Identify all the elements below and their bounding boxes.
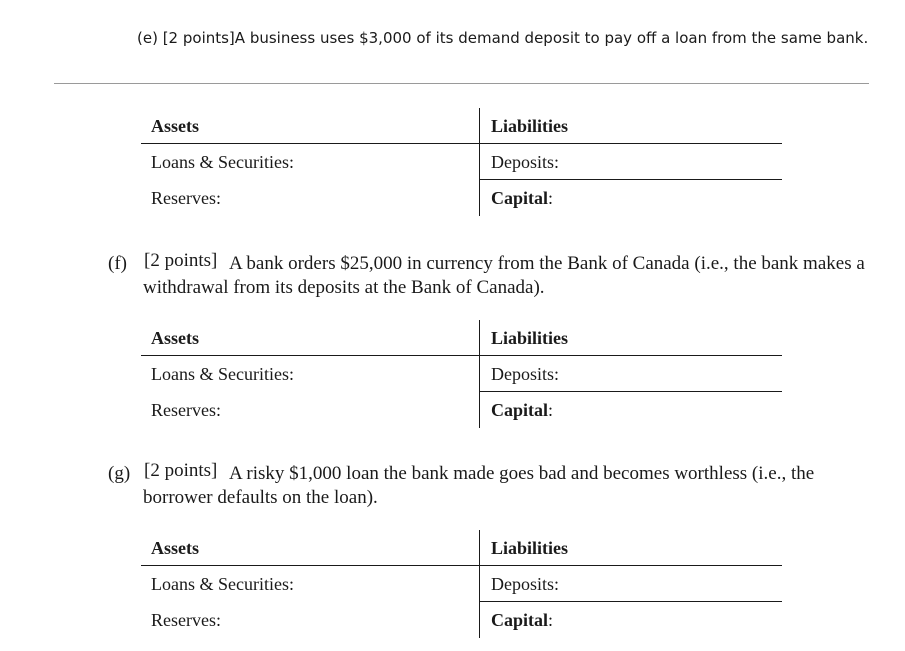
capital-cell — [479, 392, 782, 428]
liabilities-header: Liabilities — [479, 320, 782, 356]
capital-colon: : — [548, 610, 554, 630]
t-account-e — [141, 108, 782, 216]
t-account-row — [141, 392, 782, 428]
t-account-header-row — [141, 108, 782, 144]
liabilities-header: Liabilities — [479, 108, 782, 144]
question-g — [108, 462, 878, 510]
question-g-text: A risky $1,000 loan the bank made goes bad and becomes worthless (i.e., the borrower defaults on the loan). — [143, 463, 815, 508]
t-account-header-row — [141, 320, 782, 356]
question-g-label: (g) — [108, 463, 131, 484]
t-account-row — [141, 356, 782, 392]
t-account-row — [141, 144, 782, 180]
capital-colon: : — [548, 188, 554, 208]
section-divider — [54, 83, 869, 84]
reserves-label: Reserves: — [151, 610, 221, 630]
t-account-g — [141, 530, 782, 638]
assets-header: Assets — [141, 108, 479, 144]
question-f-points: [2 points] — [144, 250, 218, 271]
liabilities-header: Liabilities — [479, 530, 782, 566]
question-f — [108, 252, 878, 300]
deposits-label: Deposits: — [479, 566, 782, 602]
question-f-text: A bank orders $25,000 in currency from the Bank of Canada (i.e., the bank makes a withdrawal from its deposits at the Bank of Canada). — [143, 253, 865, 298]
t-account-f — [141, 320, 782, 428]
reserves-label: Reserves: — [151, 188, 221, 208]
capital-colon: : — [548, 400, 554, 420]
deposits-label: Deposits: — [479, 356, 782, 392]
capital-cell — [479, 180, 782, 216]
reserves-label: Reserves: — [151, 400, 221, 420]
t-account-row — [141, 180, 782, 216]
capital-label: Capital — [491, 188, 549, 208]
loans-securities-label: Loans & Securities: — [151, 574, 294, 594]
capital-cell — [479, 602, 782, 638]
loans-securities-label: Loans & Securities: — [151, 152, 294, 172]
t-account-header-row — [141, 530, 782, 566]
assets-header: Assets — [141, 530, 479, 566]
question-f-label: (f) — [108, 253, 127, 274]
assets-header: Assets — [141, 320, 479, 356]
question-e-text: (e) [2 points]A business uses $3,000 of its demand deposit to pay off a loan from the same bank. — [137, 29, 869, 47]
question-g-points: [2 points] — [144, 460, 218, 481]
capital-label: Capital — [491, 400, 549, 420]
capital-label: Capital — [491, 610, 549, 630]
t-account-row — [141, 566, 782, 602]
loans-securities-label: Loans & Securities: — [151, 364, 294, 384]
t-account-row — [141, 602, 782, 638]
deposits-label: Deposits: — [479, 144, 782, 180]
